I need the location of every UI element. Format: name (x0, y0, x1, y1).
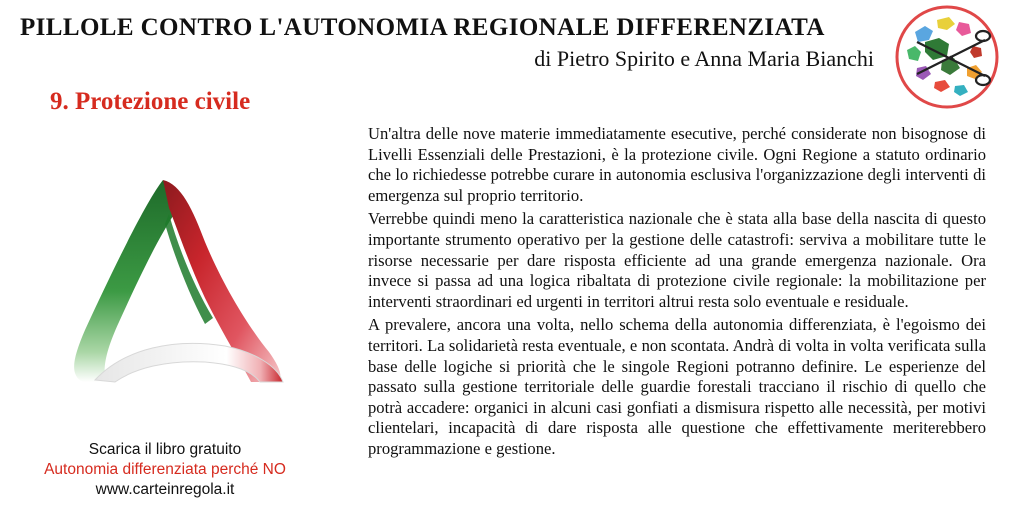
tricolor-ribbon-triangle-icon (55, 170, 295, 400)
download-line-1: Scarica il libro gratuito (88, 441, 242, 458)
paragraph-3: A prevalere, ancora una volta, nello schema della autonomia differenziata, è l'egoismo dei territori. La solidarietà resta eventuale, e non scontata. Andrà di volta in volta verificata sulla base delle logiche si priorità che le singole Regioni potranno definire. Le esperienze del passato sulla gestione territoriale delle guardie forestali tracciano il rischio di quello che potrà accadere: organici in alcuni casi gonfiati a dismisura rispetto alle necessità, per motivi clientelari, incapacità di dare risposta alle questione che effettivamente meriterebbero programmazione e gestione. (368, 315, 986, 458)
paragraph-1: Un'altra delle nove materie immediatamente esecutive, perché considerate non bisognose di Livelli Essenziali delle Prestazioni, è la protezione civile. Ogni Regione a statuto ordinario che lo richiedesse potrebbe curare in autonomia esclusiva l'organizzazione degli interventi di emergenza sul proprio territorio. (368, 124, 986, 205)
book-title: Autonomia differenziata perché NO (44, 461, 286, 478)
article-body (368, 124, 986, 463)
page-title: PILLOLE CONTRO L'AUTONOMIA REGIONALE DIFFERENZIATA (20, 14, 825, 41)
download-note (0, 440, 330, 500)
italy-regions-scissors-logo-icon (887, 2, 1007, 112)
section-title: 9. Protezione civile (50, 88, 251, 115)
paragraph-2: Verrebbe quindi meno la caratteristica nazionale che è stata alla base della nascita di questo importante strumento operativo per la gestione delle catastrofi: serviva a mobilitare tutte le risorse necessarie per dare risposta efficiente ad una grande emergenza nazionale. Ora invece si passa ad una logica ribaltata di protezione civile regionale: la mobilitazione per interventi straordinari ed urgenti in territori altrui resta solo eventuale e residuale. (368, 209, 986, 311)
authors-line: di Pietro Spirito e Anna Maria Bianchi (534, 46, 874, 71)
website-link[interactable]: www.carteinregola.it (95, 481, 235, 498)
